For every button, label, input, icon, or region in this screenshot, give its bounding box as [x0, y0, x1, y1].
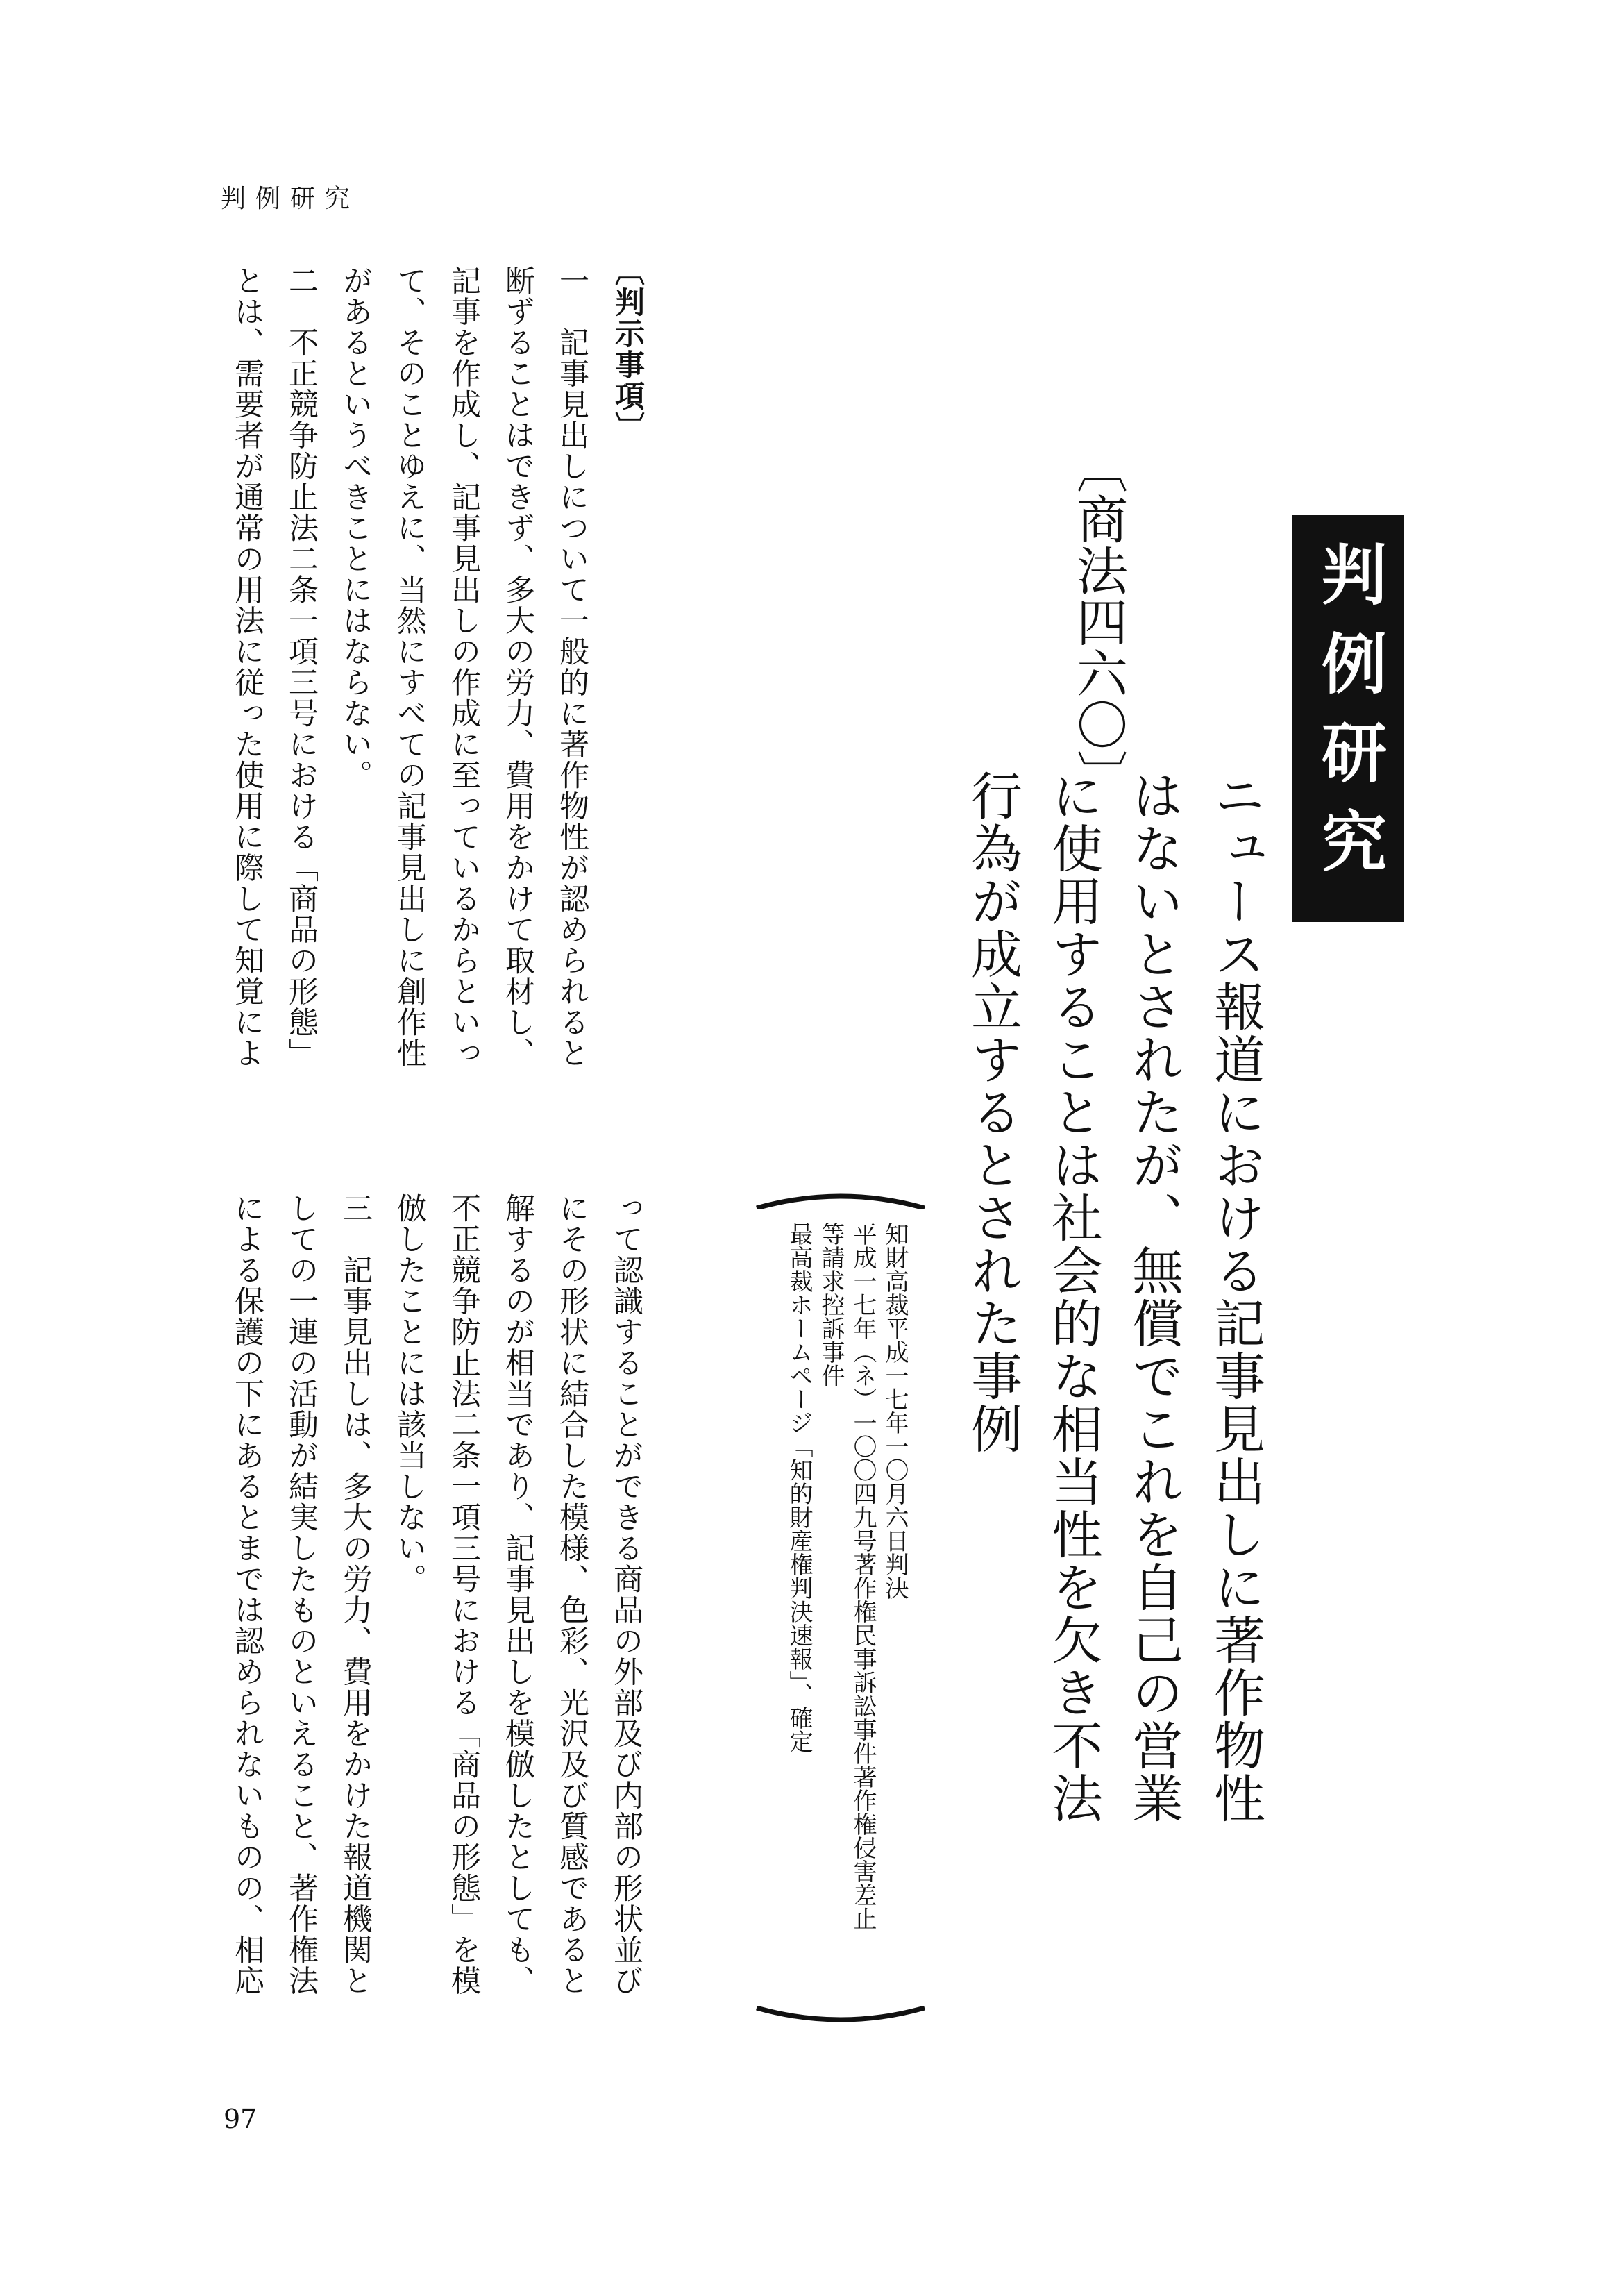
- headline-line: 行為が成立するとされた事例: [963, 769, 1022, 1455]
- case-info-line: 最高裁ホームページ「知的財産権判決速報」、確定: [785, 1222, 813, 1753]
- holding-label: 〔判示事項〕: [610, 255, 645, 443]
- page-number: 97: [224, 2104, 258, 2134]
- holding-line: しての一連の活動が結実したものといえること、著作権法: [284, 1193, 319, 1996]
- title-block: [1292, 515, 1404, 922]
- holding-line: による保護の下にあるとまでは認められないものの、相応: [230, 1193, 264, 1996]
- holding-line: 断ずることはできず、多大の労力、費用をかけて取材し、: [500, 265, 535, 1069]
- holding-line: 不正競争防止法二条一項三号における「商品の形態」を模: [446, 1193, 481, 1996]
- holding-line: て、そのことゆえに、当然にすべての記事見出しに創作性: [392, 265, 427, 1069]
- law-tag: 〔商法四六〇〕: [1068, 442, 1128, 801]
- holding-line: とは、需要者が通常の用法に従った使用に際して知覚によ: [230, 265, 264, 1069]
- holding-line: があるというべきことにはならない。: [338, 265, 373, 791]
- holding-line: 一 記事見出しについて一般的に著作物性が認められると: [555, 265, 589, 1069]
- holding-line: って認識することができる商品の外部及び内部の形状並び: [609, 1193, 643, 1996]
- holding-line: 倣したことには該当しない。: [392, 1193, 427, 1595]
- case-info-line: 知財高裁平成一七年一〇月六日判決: [881, 1222, 909, 1600]
- holding-line: にその形状に結合した模様、色彩、光沢及び質感であると: [555, 1193, 589, 1996]
- holding-line: 三 記事見出しは、多大の労力、費用をかけた報道機関と: [338, 1193, 373, 1996]
- case-info-line: 平成一七年（ネ）一〇〇四九号著作権民事訴訟事件著作権侵害差止: [849, 1222, 877, 1930]
- case-info-line: 等請求控訴事件: [817, 1222, 845, 1387]
- holding-line: 記事を作成し、記事見出しの作成に至っているからといっ: [446, 265, 481, 1069]
- case-info-bracket-top: [754, 1189, 927, 1209]
- headline-line: はないとされたが、無償でこれを自己の営業: [1124, 769, 1183, 1825]
- running-head: 判例研究: [221, 185, 360, 213]
- case-info-bracket-bottom: [754, 2006, 927, 2027]
- holding-line: 二 不正競争防止法二条一項三号における「商品の形態」: [284, 265, 319, 1069]
- headline-line: に使用することは社会的な相当性を欠き不法: [1043, 769, 1103, 1825]
- title-block-text: 判例研究: [1310, 541, 1386, 896]
- headline-line: ニュース報道における記事見出しに著作物性: [1206, 769, 1265, 1825]
- holding-line: 解するのが相当であり、記事見出しを模倣したとしても、: [500, 1193, 535, 1996]
